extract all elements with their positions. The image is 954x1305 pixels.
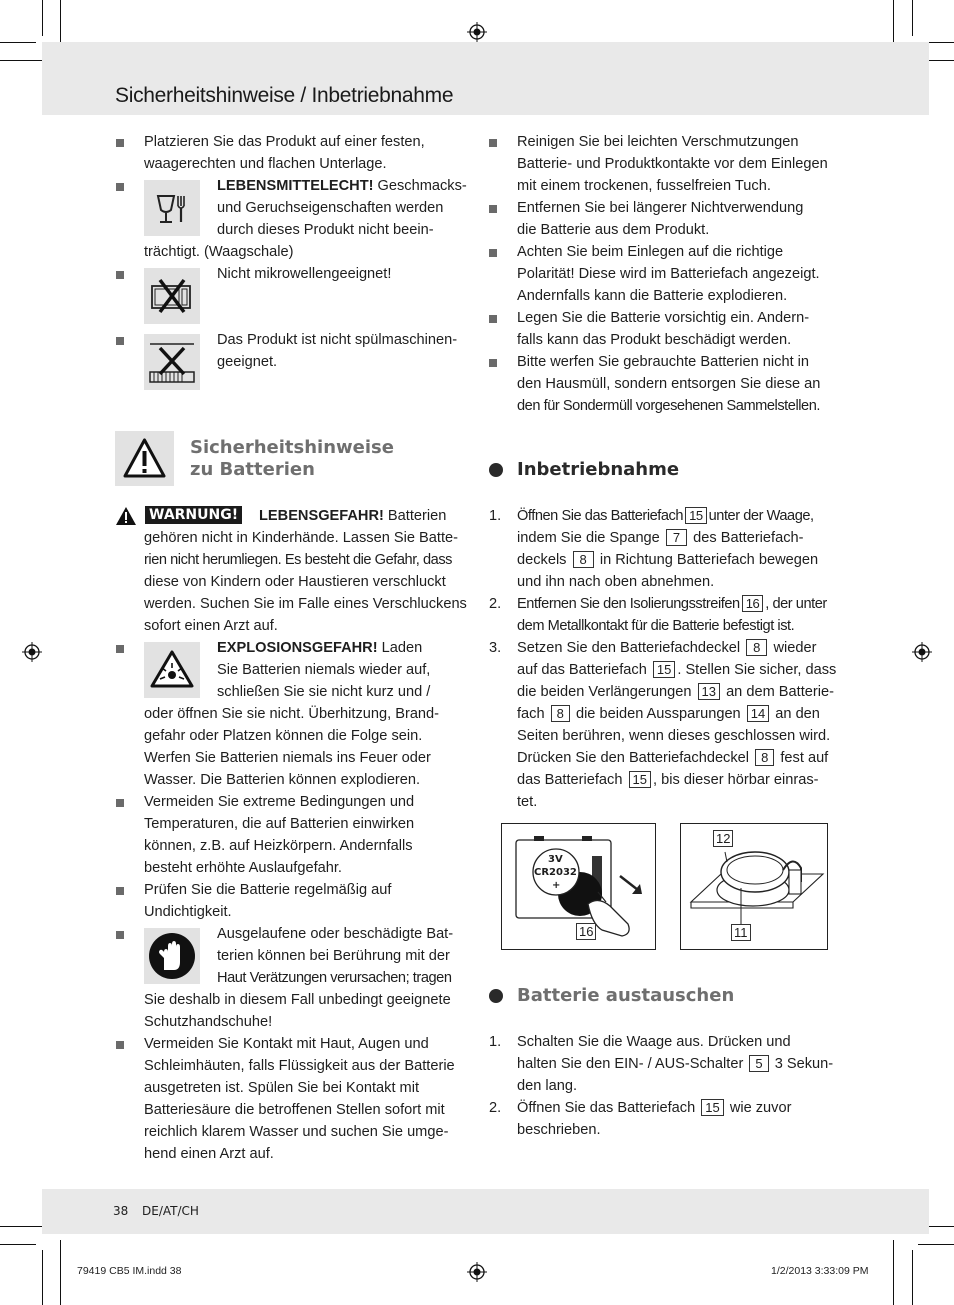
body-text: gefahr oder Platzen können die Folge sein. xyxy=(144,728,423,744)
body-text: Schalten Sie die Waage aus. Drücken und xyxy=(517,1034,791,1050)
explosion-hazard-icon xyxy=(144,642,200,698)
food-safe-icon xyxy=(144,180,200,236)
body-text: Reinigen Sie bei leichten Verschmutzungen xyxy=(517,134,799,150)
body-text xyxy=(217,175,467,197)
bullet-icon xyxy=(116,645,124,653)
body-text xyxy=(517,549,818,571)
strong-label: EXPLOSIONSGEFAHR! xyxy=(217,640,378,656)
no-microwave-icon xyxy=(144,268,200,324)
figure-battery-insert xyxy=(501,823,656,950)
body-text: tet. xyxy=(517,794,538,810)
body-text: Haut Verätzungen verursachen; tragen xyxy=(217,970,452,986)
body-text xyxy=(217,637,422,659)
step-number: 3. xyxy=(489,640,502,656)
figure-battery-compartment xyxy=(680,823,828,950)
part-ref: 14 xyxy=(747,705,769,722)
slug-date: 1/2/2013 3:33:09 PM xyxy=(771,1265,869,1277)
warning-badge: WARNUNG! xyxy=(145,506,242,524)
crop-mark xyxy=(60,1240,61,1305)
body-text: diese von Kindern oder Haustieren verschluckt xyxy=(144,574,446,590)
body-text: in Richtung Batteriefach bewegen xyxy=(599,552,819,568)
body-text xyxy=(517,527,803,549)
body-text xyxy=(517,703,820,725)
body-text xyxy=(517,1097,791,1119)
warning-triangle-icon xyxy=(115,431,174,486)
bullet-icon xyxy=(489,205,497,213)
figure-part-label: 12 xyxy=(713,830,733,847)
crop-mark xyxy=(893,1240,894,1305)
registration-mark-icon xyxy=(22,642,42,662)
body-text: Batterie- und Produktkontakte vor dem Einlegen xyxy=(517,156,828,172)
body-text: Das Produkt ist nicht spülmaschinen- xyxy=(217,332,458,348)
body-text: wieder xyxy=(773,640,817,656)
battery-label: 3V xyxy=(548,854,563,865)
bullet-icon xyxy=(116,183,124,191)
body-text: die Batterie aus dem Produkt. xyxy=(517,222,710,238)
body-text: Wasser. Die Batterien können explodieren. xyxy=(144,772,421,788)
body-text: Undichtigkeit. xyxy=(144,904,232,920)
body-text: schließen Sie sie nicht kurz und / xyxy=(217,684,431,700)
crop-mark xyxy=(0,1226,48,1227)
body-text: Batteriesäure die betroffenen Stellen sofort mit xyxy=(144,1102,445,1118)
body-text: dem Metallkontakt für die Batterie befestigt ist. xyxy=(517,618,795,634)
body-text: waagerechten und flachen Unterlage. xyxy=(144,156,387,172)
body-text: Andernfalls kann die Batterie explodieren. xyxy=(517,288,788,304)
crop-mark xyxy=(0,1244,36,1245)
body-text: wie zuvor xyxy=(729,1100,792,1116)
body-text: an dem Batterie- xyxy=(726,684,834,700)
body-text: durch dieses Produkt nicht beein- xyxy=(217,222,434,238)
body-text: Seiten berühren, wenn dieses geschlossen wird. xyxy=(517,728,831,744)
bullet-icon xyxy=(489,359,497,367)
bullet-icon xyxy=(116,799,124,807)
bullet-icon xyxy=(116,887,124,895)
part-ref: 8 xyxy=(551,705,570,722)
body-text: den lang. xyxy=(517,1078,578,1094)
section-heading: Batterie austauschen xyxy=(517,985,735,1006)
step-number: 2. xyxy=(489,596,502,612)
body-text: unter der Waage, xyxy=(708,508,814,524)
body-text: Öffnen Sie das Batteriefach xyxy=(517,508,684,524)
body-text: Schleimhäuten, falls Flüssigkeit aus der Batterie xyxy=(144,1058,455,1074)
part-ref: 15 xyxy=(629,771,651,788)
body-text: auf das Batteriefach xyxy=(517,662,647,678)
body-text xyxy=(517,593,827,615)
body-text: halten Sie den EIN- / AUS-Schalter xyxy=(517,1056,744,1072)
body-text: mit einem trockenen, fusselfreien Tuch. xyxy=(517,178,771,194)
step-number: 1. xyxy=(489,508,502,524)
body-text: hend einen Arzt auf. xyxy=(144,1146,274,1162)
bullet-icon xyxy=(489,315,497,323)
body-text: Bitte werfen Sie gebrauchte Batterien nicht in xyxy=(517,354,810,370)
body-text: terien können bei Berührung mit der xyxy=(217,948,450,964)
body-text: geeignet. xyxy=(217,354,278,370)
body-text: fach xyxy=(517,706,545,722)
crop-mark xyxy=(918,1244,954,1245)
body-text xyxy=(517,681,834,703)
crop-mark xyxy=(60,0,61,48)
body-text: das Batteriefach xyxy=(517,772,623,788)
body-text xyxy=(517,505,814,527)
part-ref: 8 xyxy=(746,639,767,656)
part-ref: 13 xyxy=(698,683,720,700)
body-text xyxy=(517,747,828,769)
crop-mark xyxy=(42,0,43,36)
body-text xyxy=(517,659,836,681)
body-text: Entfernen Sie bei längerer Nichtverwendung xyxy=(517,200,804,216)
bullet-icon xyxy=(489,249,497,257)
body-text: ausgetreten ist. Spülen Sie bei Kontakt mit xyxy=(144,1080,420,1096)
part-ref: 7 xyxy=(666,529,687,546)
body-text xyxy=(517,1053,833,1075)
body-text: Schutzhandschuhe! xyxy=(144,1014,273,1030)
body-text: Polarität! Diese wird im Batteriefach angezeigt. xyxy=(517,266,820,282)
body-text: deckels xyxy=(517,552,567,568)
part-ref: 15 xyxy=(701,1099,723,1116)
body-text: , der unter xyxy=(765,596,827,612)
bullet-icon xyxy=(489,139,497,147)
body-text: . Stellen Sie sicher, dass xyxy=(677,662,837,678)
heading-dot-icon xyxy=(489,463,503,477)
body-text: die beiden Aussparungen xyxy=(575,706,741,722)
body-text: Laden xyxy=(377,640,423,656)
body-text: Ausgelaufene oder beschädigte Bat- xyxy=(217,926,454,942)
body-text: trächtigt. (Waagschale) xyxy=(144,244,294,260)
body-text: Achten Sie beim Einlegen auf die richtige xyxy=(517,244,784,260)
body-text: und ihn nach oben abnehmen. xyxy=(517,574,715,590)
strong-label: LEBENSGEFAHR! xyxy=(259,508,384,524)
body-text: können, z.B. auf Heizkörpern. Andernfalls xyxy=(144,838,413,854)
part-ref: 15 xyxy=(653,661,675,678)
body-text: fest auf xyxy=(780,750,829,766)
body-text: falls kann das Produkt beschädigt werden. xyxy=(517,332,792,348)
section-heading: Sicherheitshinweise xyxy=(190,437,394,458)
body-text: Platzieren Sie das Produkt auf einer festen, xyxy=(144,134,425,150)
body-text: des Batteriefach- xyxy=(693,530,804,546)
warning-triangle-icon xyxy=(115,506,137,526)
body-text: sofort einen Arzt auf. xyxy=(144,618,278,634)
body-text: indem Sie die Spange xyxy=(517,530,660,546)
body-text: Legen Sie die Batterie vorsichtig ein. Andern- xyxy=(517,310,810,326)
body-text: Vermeiden Sie extreme Bedingungen und xyxy=(144,794,415,810)
part-ref: 16 xyxy=(742,595,764,612)
slug-file: 79419 CB5 IM.indd 38 xyxy=(77,1265,182,1277)
body-text: an den xyxy=(775,706,820,722)
body-text: Werfen Sie Batterien niemals ins Feuer oder xyxy=(144,750,431,766)
registration-mark-icon xyxy=(912,642,932,662)
body-text: Entfernen Sie den Isolierungsstreifen xyxy=(517,596,740,612)
body-text: Prüfen Sie die Batterie regelmäßig auf xyxy=(144,882,392,898)
step-number: 1. xyxy=(489,1034,502,1050)
body-text: 3 Sekun- xyxy=(774,1056,834,1072)
body-text: Geschmacks- xyxy=(373,178,467,194)
body-text: Öffnen Sie das Batteriefach xyxy=(517,1100,696,1116)
part-ref: 15 xyxy=(685,507,707,524)
body-text: besteht erhöhte Auslaufgefahr. xyxy=(144,860,342,876)
body-text: Batterien xyxy=(383,508,447,524)
body-text: Drücken Sie den Batteriefachdeckel xyxy=(517,750,750,766)
body-text: und Geruchseigenschaften werden xyxy=(217,200,444,216)
body-text: gehören nicht in Kinderhände. Lassen Sie Batte- xyxy=(144,530,458,546)
part-ref: 8 xyxy=(573,551,594,568)
strong-label: LEBENSMITTELECHT! xyxy=(217,178,374,194)
body-text: Temperaturen, die auf Batterien einwirken xyxy=(144,816,415,832)
body-text: die beiden Verlängerungen xyxy=(517,684,692,700)
registration-mark-icon xyxy=(467,1262,487,1282)
crop-mark xyxy=(0,60,48,61)
crop-mark xyxy=(893,0,894,48)
body-text: reichlich klarem Wasser und suchen Sie umge- xyxy=(144,1124,449,1140)
body-text: den für Sondermüll vorgesehenen Sammelstellen. xyxy=(517,398,820,414)
registration-mark-icon xyxy=(467,22,487,42)
battery-label: + xyxy=(552,880,561,891)
body-text: oder öffnen Sie sie nicht. Überhitzung, Brand- xyxy=(144,706,440,722)
part-ref: 8 xyxy=(755,749,774,766)
body-text: Setzen Sie den Batteriefachdeckel xyxy=(517,640,741,656)
no-dishwasher-icon xyxy=(144,334,200,390)
body-text: Sie deshalb in diesem Fall unbedingt geeignete xyxy=(144,992,451,1008)
section-heading: zu Batterien xyxy=(190,459,315,480)
crop-mark xyxy=(912,1250,913,1305)
bullet-icon xyxy=(116,931,124,939)
part-ref: 5 xyxy=(749,1055,768,1072)
crop-mark xyxy=(42,1250,43,1305)
page-title: Sicherheitshinweise / Inbetriebnahme xyxy=(115,84,454,107)
body-text: Nicht mikrowellengeeignet! xyxy=(217,266,392,282)
crop-mark xyxy=(0,42,36,43)
body-text xyxy=(259,505,446,527)
bullet-icon xyxy=(116,271,124,279)
figure-part-label: 11 xyxy=(731,924,751,941)
body-text: den Hausmüll, sondern entsorgen Sie diese an xyxy=(517,376,821,392)
page-number: 38 xyxy=(113,1204,129,1218)
bullet-icon xyxy=(116,1041,124,1049)
heading-dot-icon xyxy=(489,989,503,1003)
body-text: beschrieben. xyxy=(517,1122,601,1138)
body-text: Sie Batterien niemals wieder auf, xyxy=(217,662,431,678)
body-text xyxy=(517,637,816,659)
language-code: DE/AT/CH xyxy=(142,1204,199,1218)
body-text: rien nicht herumliegen. Es besteht die Gefahr, dass xyxy=(144,552,453,568)
body-text: , bis dieser hörbar einras- xyxy=(653,772,819,788)
section-heading: Inbetriebnahme xyxy=(517,459,680,480)
protective-gloves-icon xyxy=(144,928,200,984)
bullet-icon xyxy=(116,139,124,147)
battery-label: CR2032 xyxy=(534,867,577,878)
bullet-icon xyxy=(116,337,124,345)
body-text: werden. Suchen Sie im Falle eines Verschluckens xyxy=(144,596,467,612)
crop-mark xyxy=(912,0,913,36)
body-text xyxy=(517,769,818,791)
figure-part-label: 16 xyxy=(576,923,596,940)
body-text: Vermeiden Sie Kontakt mit Haut, Augen und xyxy=(144,1036,429,1052)
step-number: 2. xyxy=(489,1100,502,1116)
